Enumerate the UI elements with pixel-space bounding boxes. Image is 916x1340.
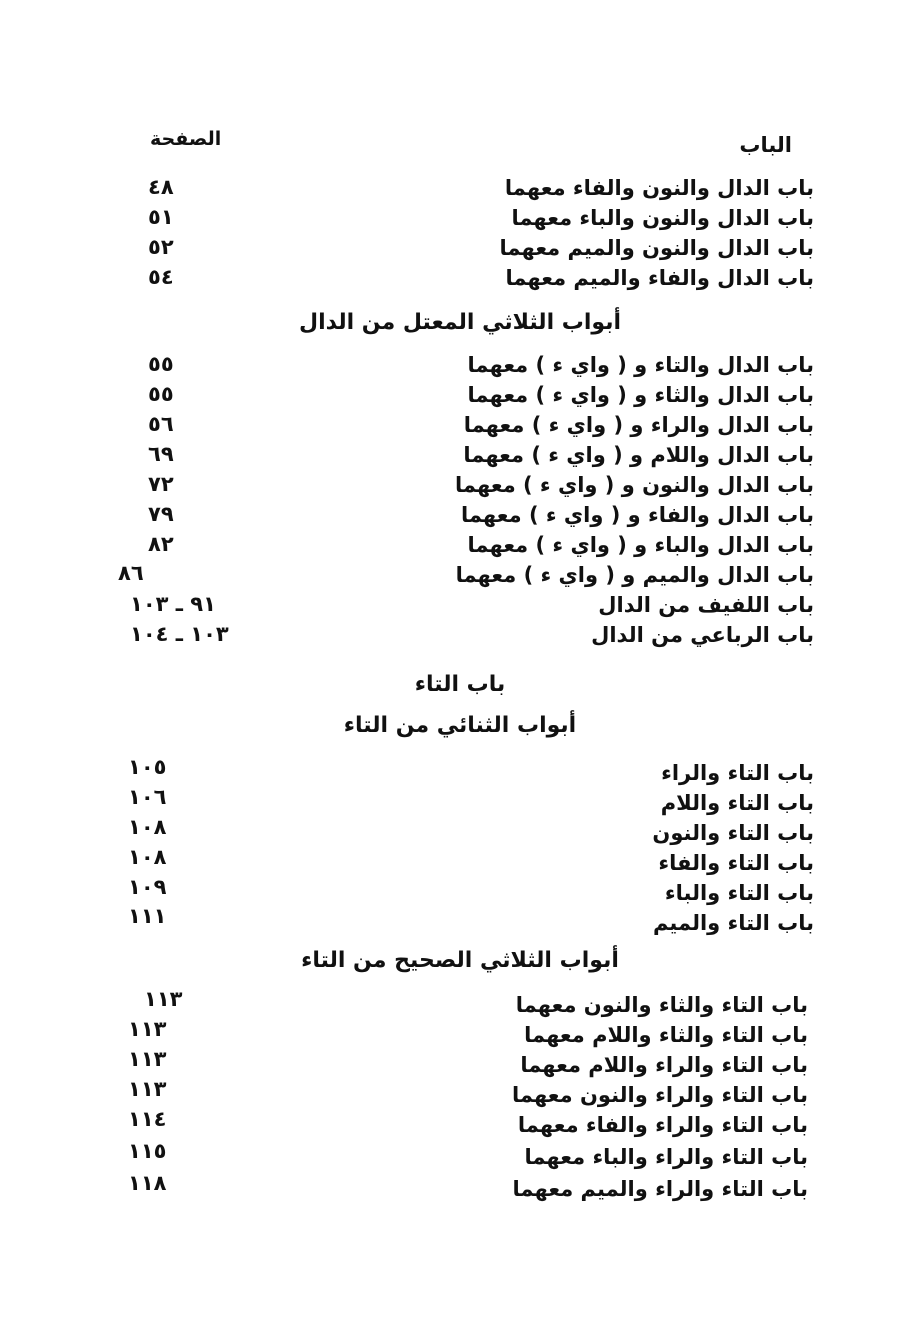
toc-entry-page: ١١٣	[128, 1047, 167, 1071]
toc-entry-title: باب التاء واللام	[660, 791, 814, 815]
toc-entry-page: ١١٥	[128, 1139, 167, 1163]
toc-entry-title: باب التاء والراء والفاء معهما	[517, 1113, 808, 1137]
toc-entry-title: باب التاء والراء واللام معهما	[520, 1053, 808, 1077]
toc-entry-title: باب الدال والراء و ( واي ء ) معهما	[463, 413, 814, 437]
toc-entry-title: باب التاء والثاء والنون معهما	[515, 993, 808, 1017]
toc-entry-page: ١١٨	[128, 1171, 167, 1195]
toc-entry-page: ١١٤	[128, 1107, 167, 1131]
toc-entry-page: ١٠٩	[128, 875, 167, 899]
toc-entry-page: ٧٢	[148, 472, 174, 496]
toc-entry-title: باب التاء والميم	[652, 911, 814, 935]
toc-entry-title: باب الرباعي من الدال	[591, 623, 814, 647]
toc-entry-page: ١١١	[128, 904, 167, 928]
toc-entry-page: ٥٥	[148, 382, 174, 406]
toc-entry-title: باب التاء والراء	[661, 761, 814, 785]
chapter-column-header: الباب	[739, 133, 792, 157]
toc-entry-title: باب التاء والباء	[664, 881, 814, 905]
toc-entry-title: باب الدال والميم و ( واي ء ) معهما	[455, 563, 814, 587]
section-heading: أبواب الثنائي من التاء	[343, 713, 577, 738]
toc-entry-title: باب الدال والنون و ( واي ء ) معهما	[455, 473, 814, 497]
section-heading: أبواب الثلاثي المعتل من الدال	[298, 310, 622, 335]
toc-entry-title: باب الدال والنون والفاء معهما	[504, 176, 814, 200]
toc-entry-page: ١٠٥	[128, 755, 167, 779]
toc-entry-page: ١١٣	[128, 1077, 167, 1101]
toc-entry-page: ٨٦	[118, 561, 144, 585]
toc-entry-page: ٧٩	[148, 502, 174, 526]
toc-entry-page: ١٠٨	[128, 845, 167, 869]
toc-entry-page: ٥٥	[148, 352, 174, 376]
toc-entry-page: ٥٢	[148, 235, 174, 259]
section-heading: أبواب الثلاثي الصحيح من التاء	[301, 948, 619, 973]
toc-entry-page: ٥٦	[148, 412, 174, 436]
toc-entry-title: باب التاء والراء والنون معهما	[511, 1083, 808, 1107]
toc-entry-page: ١٠٦	[128, 785, 167, 809]
toc-entry-page: ٥١	[148, 205, 174, 229]
toc-entry-title: باب الدال واللام و ( واي ء ) معهما	[463, 443, 814, 467]
toc-entry-title: باب التاء والنون	[652, 821, 814, 845]
toc-entry-page: ٥٤	[148, 265, 174, 289]
toc-entry-title: باب التاء والراء والباء معهما	[524, 1145, 808, 1169]
toc-entry-title: باب الدال والفاء و ( واي ء ) معهما	[460, 503, 814, 527]
toc-entry-page: ٨٢	[148, 532, 174, 556]
toc-entry-title: باب اللفيف من الدال	[598, 593, 814, 617]
section-heading: باب التاء	[414, 672, 506, 697]
toc-entry-title: باب الدال والباء و ( واي ء ) معهما	[467, 533, 814, 557]
toc-entry-title: باب الدال والفاء والميم معهما	[505, 266, 814, 290]
toc-entry-title: باب الدال والنون والميم معهما	[499, 236, 814, 260]
toc-entry-title: باب التاء والثاء واللام معهما	[524, 1023, 808, 1047]
toc-entry-title: باب التاء والراء والميم معهما	[512, 1177, 808, 1201]
page-column-header: الصفحة	[150, 128, 222, 150]
toc-entry-title: باب التاء والفاء	[658, 851, 814, 875]
toc-entry-page: ١١٣	[128, 1017, 167, 1041]
toc-entry-title: باب الدال والثاء و ( واي ء ) معهما	[467, 383, 814, 407]
toc-entry-page: ٤٨	[148, 175, 174, 199]
toc-entry-title: باب الدال والتاء و ( واي ء ) معهما	[467, 353, 814, 377]
toc-entry-page: ١٠٨	[128, 815, 167, 839]
toc-entry-page: ١١٣	[144, 987, 183, 1011]
toc-entry-title: باب الدال والنون والباء معهما	[511, 206, 814, 230]
toc-entry-page: ٩١ ـ ١٠٣	[130, 592, 216, 616]
toc-entry-page: ١٠٣ ـ ١٠٤	[130, 622, 229, 646]
toc-entry-page: ٦٩	[148, 442, 174, 466]
